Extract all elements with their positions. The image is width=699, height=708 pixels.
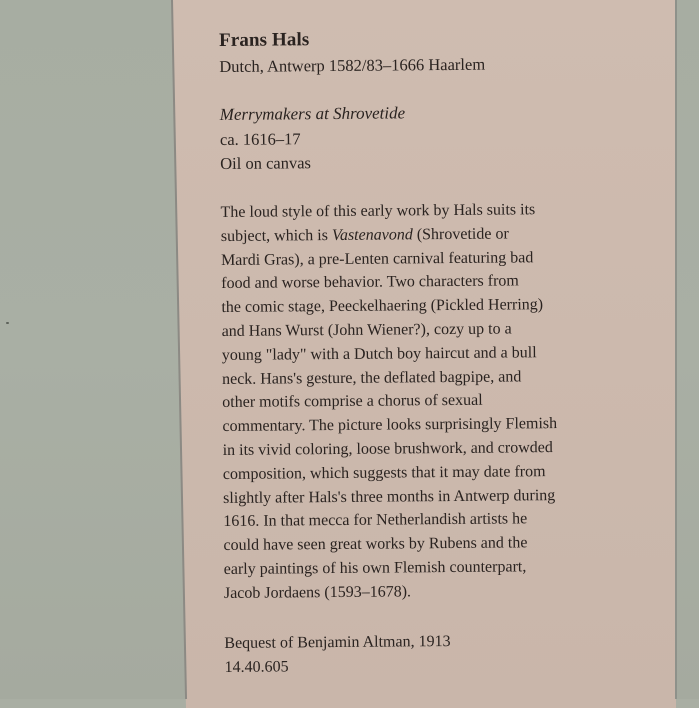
description-line: food and worse behavior. Two characters from [221,272,519,293]
description-line: The loud style of this early work by Hals suits its [220,201,536,221]
description-line: subject, which is Vastenavond (Shrovetide or [220,225,509,245]
description-line: other motifs comprise a chorus of sexual [222,392,483,412]
description-line: and Hans Wurst (John Wiener?), cozy up to a [221,320,512,340]
label-text [219,24,655,679]
artist-nationality-dates: Dutch, Antwerp 1582/83–1666 Haarlem [219,54,486,76]
description-line: slightly after Hals's three months in Antwerp during [223,486,556,507]
description-line: the comic stage, Peeckelhaering (Pickled Herring) [221,296,544,317]
description-line: Mardi Gras), a pre-Lenten carnival featuring bad [220,248,534,269]
artwork-date: ca. 1616–17 [219,129,301,149]
description-line: young "lady" with a Dutch boy haircut and a bull [221,344,537,364]
description-line: Jacob Jordaens (1593–1678). [223,583,412,602]
artwork-description [221,197,655,605]
description-line: could have seen great works by Rubens and the [223,534,528,555]
description-line: commentary. The picture looks surprisingly Flemish [222,415,558,436]
card-right-edge [675,0,677,699]
credit-line: Bequest of Benjamin Altman, 1913 [224,632,451,652]
artwork-title: Merrymakers at Shrovetide [219,103,406,124]
description-line: neck. Hans's gesture, the deflated bagpipe, and [221,367,522,388]
artwork-medium: Oil on canvas [220,153,311,173]
artist-name: Frans Hals [219,29,310,51]
description-line: early paintings of his own Flemish counterpart, [223,558,527,578]
accession-number: 14.40.605 [224,657,289,676]
description-line: in its vivid coloring, loose brushwork, and crowded [222,439,553,459]
italic-term: Vastenavond [331,226,413,244]
wall-mark [6,322,9,324]
description-line: composition, which suggests that it may date from [222,462,546,483]
description-line: 1616. In that mecca for Netherlandish artists he [223,510,528,531]
